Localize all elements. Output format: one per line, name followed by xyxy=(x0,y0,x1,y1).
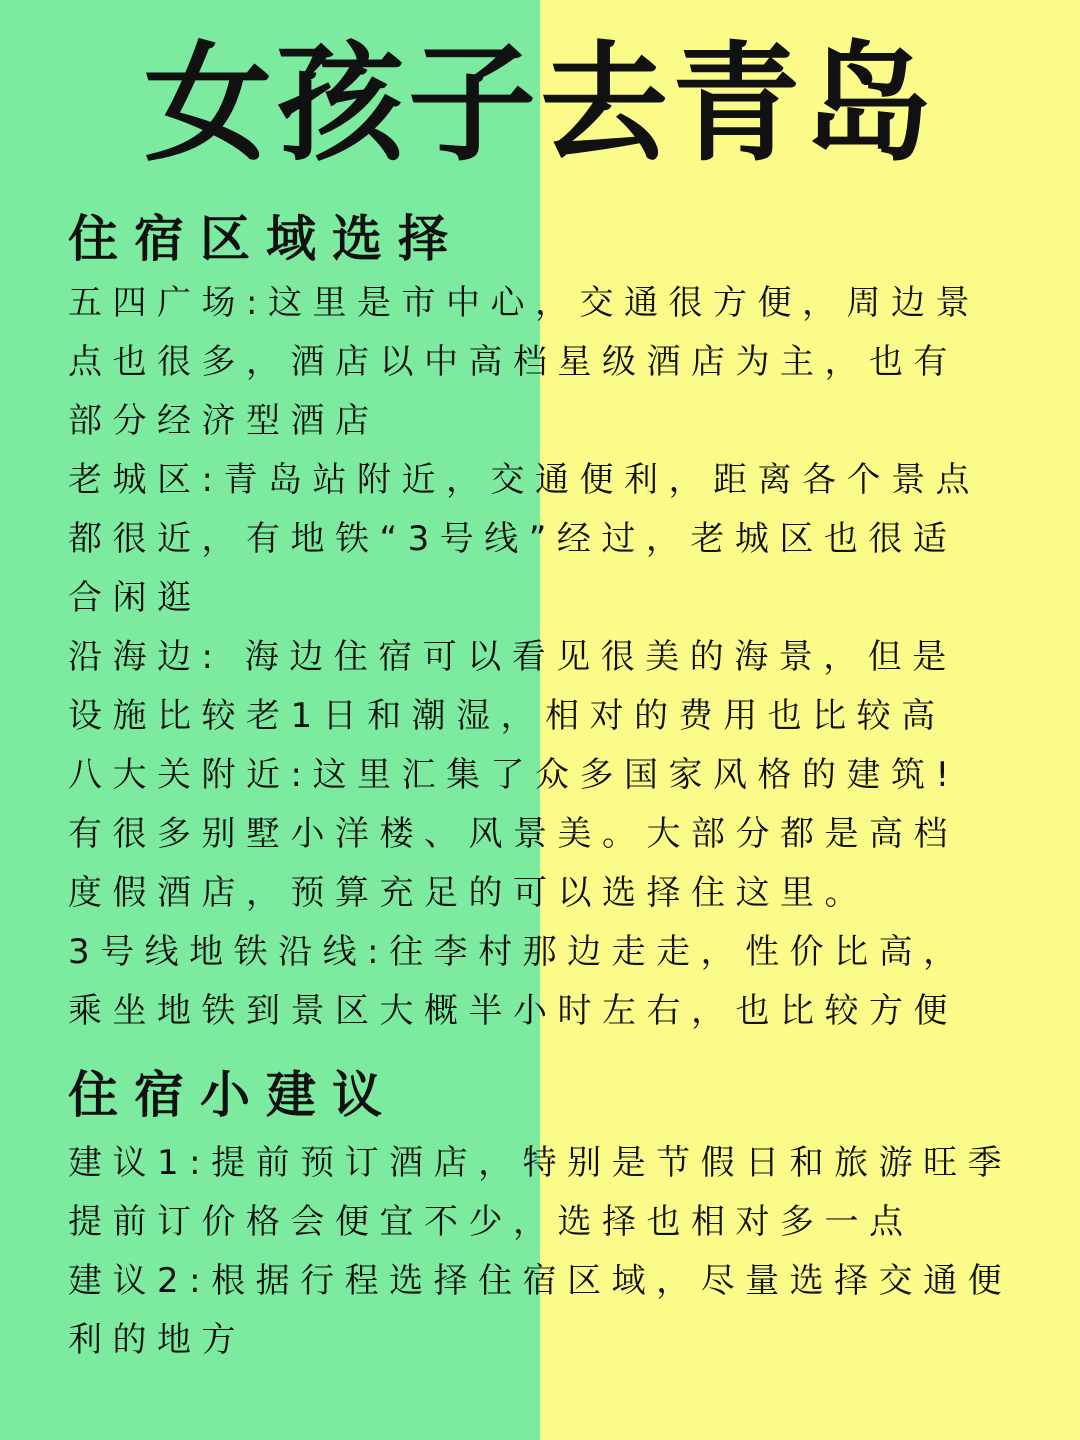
body-line: 有很多别墅小洋楼、风景美。大部分都是高档 xyxy=(68,814,958,854)
body-line: 设施比较老1日和潮湿，相对的费用也比较高 xyxy=(68,696,946,736)
section-heading: 住宿区域选择 xyxy=(68,210,464,268)
body-line: 建议1:提前预订酒店，特别是节假日和旅游旺季 xyxy=(68,1143,1013,1183)
body-line: 五四广场:这里是市中心，交通很方便，周边景 xyxy=(68,283,980,323)
body-line: 合闲逛 xyxy=(68,578,202,618)
body-line: 部分经济型酒店 xyxy=(68,401,380,441)
body-line: 都很近，有地铁“3号线”经过，老城区也很适 xyxy=(68,519,958,559)
section-heading: 住宿小建议 xyxy=(68,1066,398,1124)
body-line: 建议2:根据行程选择住宿区域，尽量选择交通便 xyxy=(68,1261,1013,1301)
page-title: 女孩子去青岛 xyxy=(143,30,936,179)
body-line: 乘坐地铁到景区大概半小时左右，也比较方便 xyxy=(68,991,958,1031)
section-accommodation-areas xyxy=(68,204,1048,1041)
body-line: 沿海边: 海边住宿可以看见很美的海景，但是 xyxy=(68,637,957,677)
body-line: 点也很多，酒店以中高档星级酒店为主，也有 xyxy=(68,342,958,382)
body-line: 3号线地铁沿线:往李村那边走走，性价比高， xyxy=(68,932,968,972)
body-line: 度假酒店，预算充足的可以选择住这里。 xyxy=(68,873,869,913)
section-accommodation-tips xyxy=(68,1060,1048,1370)
section-body xyxy=(68,274,1048,1041)
body-line: 提前订价格会便宜不少，选择也相对多一点 xyxy=(68,1202,914,1242)
body-line: 利的地方 xyxy=(68,1320,246,1360)
body-line: 老城区:青岛站附近，交通便利，距离各个景点 xyxy=(68,460,980,500)
section-body xyxy=(68,1134,1048,1370)
body-line: 八大关附近:这里汇集了众多国家风格的建筑! xyxy=(68,755,960,795)
